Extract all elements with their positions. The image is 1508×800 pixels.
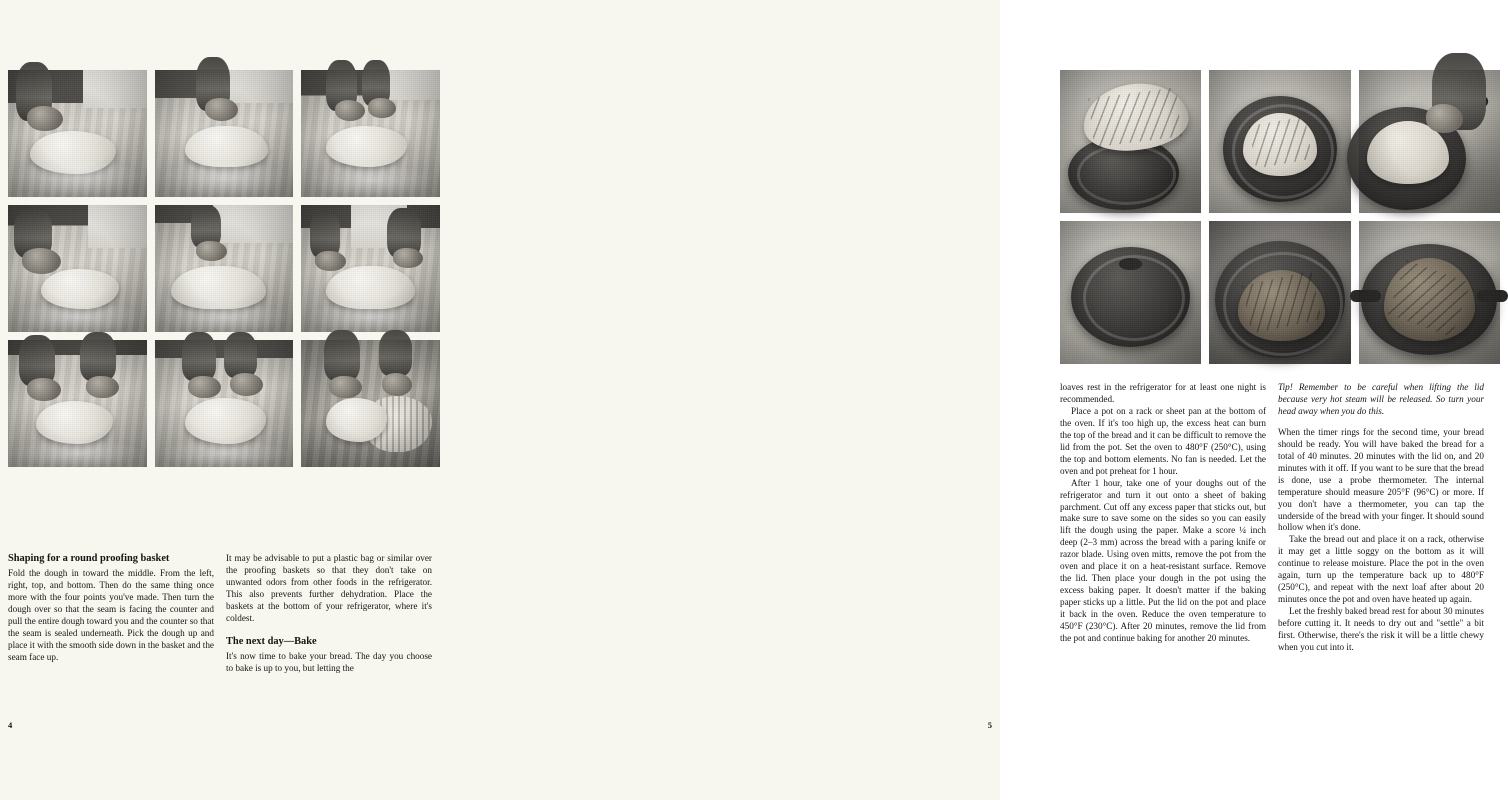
paragraph: Take the bread out and place it on a rack, otherwise it may get a little soggy on the bottom as it will continue to release moisture. Place the pot in the oven again, turn up the temperature back up to 480°F (250°C), and repeat with the next loaf after about 20 minutes once the pot and oven have heated up again.	[1278, 534, 1484, 605]
left-column-1	[8, 553, 214, 664]
photo-shaping-step-3	[301, 70, 440, 197]
paragraph: loaves rest in the refrigerator for at least one night is recommended.	[1060, 382, 1266, 404]
photo-shaping-step-9	[301, 340, 440, 467]
paragraph: When the timer rings for the second time, your bread should be ready. You will have baked the bread for a total of 40 minutes. 20 minutes with the lid on, and 20 minutes with it off. If you want to be sure that the bread is done, use a probe thermometer. The internal temperature should measure 205°F (96°C) or more. If you don't have a thermometer, you can tap the underside of the bread with your finger. It should sound hollow when it's done.	[1278, 426, 1484, 533]
baking-photo-grid	[1060, 70, 1500, 364]
paragraph: It's now time to bake your bread. The day you choose to bake is up to you, but letting the	[226, 651, 432, 674]
photo-baking-step-3	[1359, 70, 1500, 213]
heading-shaping-round-basket: Shaping for a round proofing basket	[8, 553, 170, 564]
photo-baking-step-1	[1060, 70, 1201, 213]
photo-shaping-step-4	[8, 205, 147, 332]
page-number-left: 4	[8, 720, 13, 730]
paragraph: Let the freshly baked bread rest for about 30 minutes before cutting it. It needs to dry out and "settle" a bit first. Otherwise, there's the risk it will be a little chewy when you cut into it.	[1278, 606, 1484, 653]
photo-shaping-step-7	[8, 340, 147, 467]
shaping-photo-grid	[8, 70, 440, 467]
photo-shaping-step-2	[155, 70, 294, 197]
tip-note: Tip! Remember to be careful when lifting the lid because very hot steam will be released. So turn your head away when you do this.	[1278, 382, 1484, 416]
paragraph: It may be advisable to put a plastic bag or similar over the proofing baskets so that they don't take on unwanted odors from other foods in the refrigerator. This also prevents further dehydration. Place the baskets at the bottom of your refrigerator, where it's coldest.	[226, 553, 432, 623]
paragraph: Fold the dough in toward the middle. From the left, right, top, and bottom. Then do the same thing once more with the four points you've made. Then turn the dough over so that the seam is facing the counter and pull the entire dough toward you and the counter so that the seam is sealed underneath. Pick the dough up and place it with the smooth side down in the basket and the seam face up.	[8, 568, 214, 663]
right-page	[500, 0, 1484, 800]
right-column-2	[1278, 382, 1484, 654]
photo-shaping-step-5	[155, 205, 294, 332]
photo-baking-step-6	[1359, 221, 1500, 364]
photo-shaping-step-1	[8, 70, 147, 197]
paragraph: Place a pot on a rack or sheet pan at the bottom of the oven. If it's too high up, the excess heat can burn the top of the bread and it can be difficult to remove the lid from the pot. Set the oven to 480°F (250°C), using the top and bottom elements. No fan is needed. Let the oven and pot preheat for 1 hour.	[1060, 405, 1266, 476]
photo-shaping-step-6	[301, 205, 440, 332]
page-number-right: 5	[987, 720, 992, 730]
photo-shaping-step-8	[155, 340, 294, 467]
left-column-2	[226, 553, 432, 675]
photo-baking-step-4	[1060, 221, 1201, 364]
photo-baking-step-2	[1209, 70, 1350, 213]
paragraph: After 1 hour, take one of your doughs out of the refrigerator and turn it out onto a sheet of baking parchment. Cut off any excess paper that sticks out, but make sure to save some on the sides so you can easily lift the dough using the paper. Make a score ¼ inch deep (2–3 mm) across the bread with a paring knife or razor blade. Using oven mitts, remove the pot from the oven and place it on a heat-resistant surface. Remove the lid. Then place your dough in the pot using the excess baking paper. It doesn't matter if the baking paper sticks up a little. Put the lid on the pot and place it back in the oven. Reduce the oven temperature to 450°F (230°C). After 20 minutes, remove the lid from the pot and continue baking for another 20 minutes.	[1060, 477, 1266, 644]
photo-baking-step-5	[1209, 221, 1350, 364]
left-page	[0, 0, 500, 800]
right-column-1	[1060, 382, 1266, 645]
heading-next-day-bake: The next day—Bake	[226, 635, 317, 647]
